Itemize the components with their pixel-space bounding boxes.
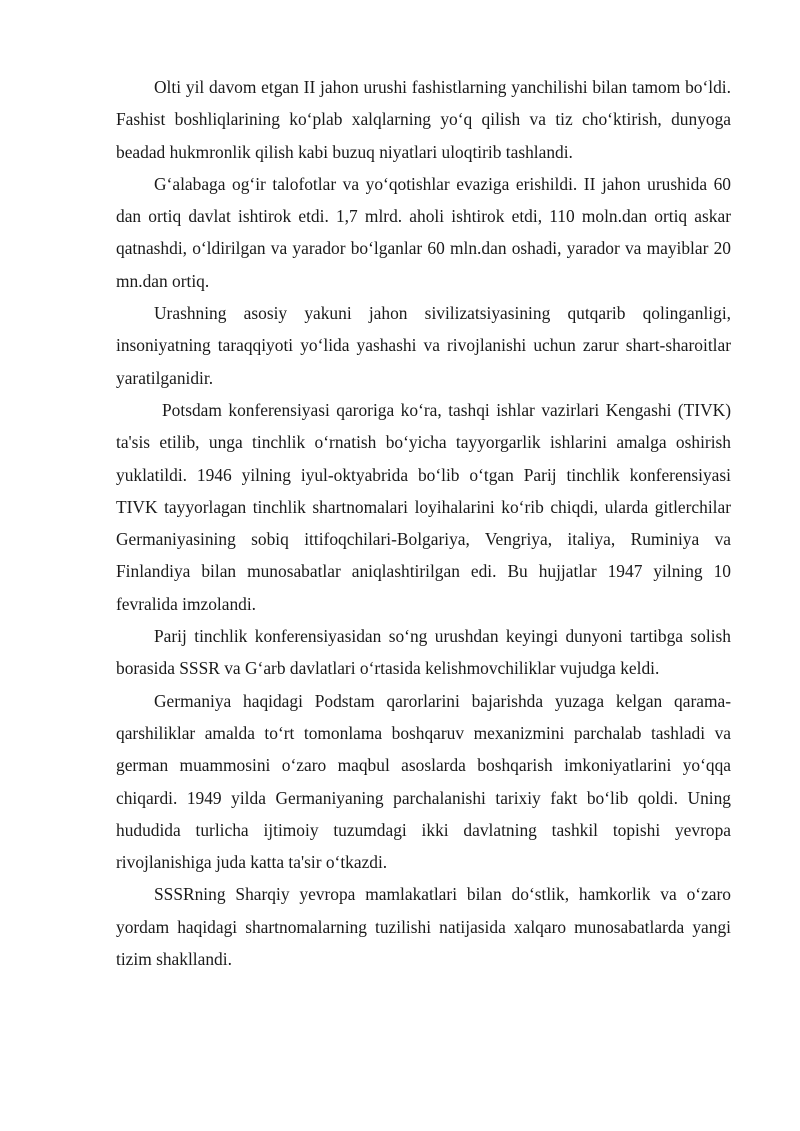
paragraph-ussr-treaties: SSSRning Sharqiy yevropa mamlakatlari bilan do‘stlik, hamkorlik va o‘zaro yordam haqidagi shartnomalarning tuzilishi natijasida xalqaro munosabatlarda yangi tizim shakllandi.: [116, 884, 731, 970]
paragraph-victory-cost: G‘alabaga og‘ir talofotlar va yo‘qotishlar evaziga erishildi. II jahon urushida 60 dan ortiq davlat ishtirok etdi. 1,7 mlrd. aholi ishtirok etdi, 110 moln.dan ortiq askar qatnashdi, o‘ldirilgan va yarador bo‘lganlar 60 mln.dan oshadi, yarador va mayiblar 20 mn.dan ortiq.: [116, 173, 731, 291]
paragraph-war-outcome: Urashning asosiy yakuni jahon sivilizatsiyasining qutqarib qolinganligi, insoniyatning taraqqiyoti yo‘lida yashashi va rivojlanishi uchun zarur shart-sharoitlar yaratilganidir.: [116, 303, 731, 388]
paragraph-war-end: Olti yil davom etgan II jahon urushi fashistlarning yanchilishi bilan tamom bo‘ldi. Fashist boshliqlarining ko‘plab xalqlarning yo‘q qilish va tiz cho‘ktirish, dunyoga beadad hukmronlik qilish kabi buzuq niyatlari uloqtirib tashlandi.: [116, 77, 731, 162]
paragraph-potsdam-conference: Potsdam konferensiyasi qaroriga ko‘ra, tashqi ishlar vazirlari Kengashi (TIVK) ta'sis etilib, unga tinchlik o‘rnatish bo‘yicha tayyorgarlik ishlarini amalga oshirish yuklatildi. 1946 yilning iyul-oktyabrida bo‘lib o‘tgan Parij tinchlik konferensiyasi TIVK tayyorlagan tinchlik shartnomalari loyihalarini ko‘rib chiqdi, ularda gitlerchilar Germaniyasining sobiq ittifoqchilari-Bolgariya, Vengriya, italiya, Ruminiya va Finlandiya bilan munosabatlar aniqlashtirilgan edi. Bu hujjatlar 1947 yilning 10 fevralida imzolandi.: [116, 399, 731, 614]
paragraph-paris-conference: Parij tinchlik konferensiyasidan so‘ng urushdan keyingi dunyoni tartibga solish borasida SSSR va G‘arb davlatlari o‘rtasida kelishmovchiliklar vujudga keldi.: [116, 626, 731, 679]
document-body: [116, 71, 731, 975]
paragraph-germany-division: Germaniya haqidagi Podstam qarorlarini bajarishda yuzaga kelgan qarama-qarshiliklar amalda to‘rt tomonlama boshqaruv mexanizmini parchalab tashladi va german muammosini o‘zaro maqbul asoslarda boshqarish imkoniyatlarini yo‘qqa chiqardi. 1949 yilda Germaniyaning parchalanishi tarixiy fakt bo‘lib qoldi. Uning hududida turlicha ijtimoiy tuzumdagi ikki davlatning tashkil topishi yevropa rivojlanishiga juda katta ta'sir o‘tkazdi.: [116, 690, 731, 873]
